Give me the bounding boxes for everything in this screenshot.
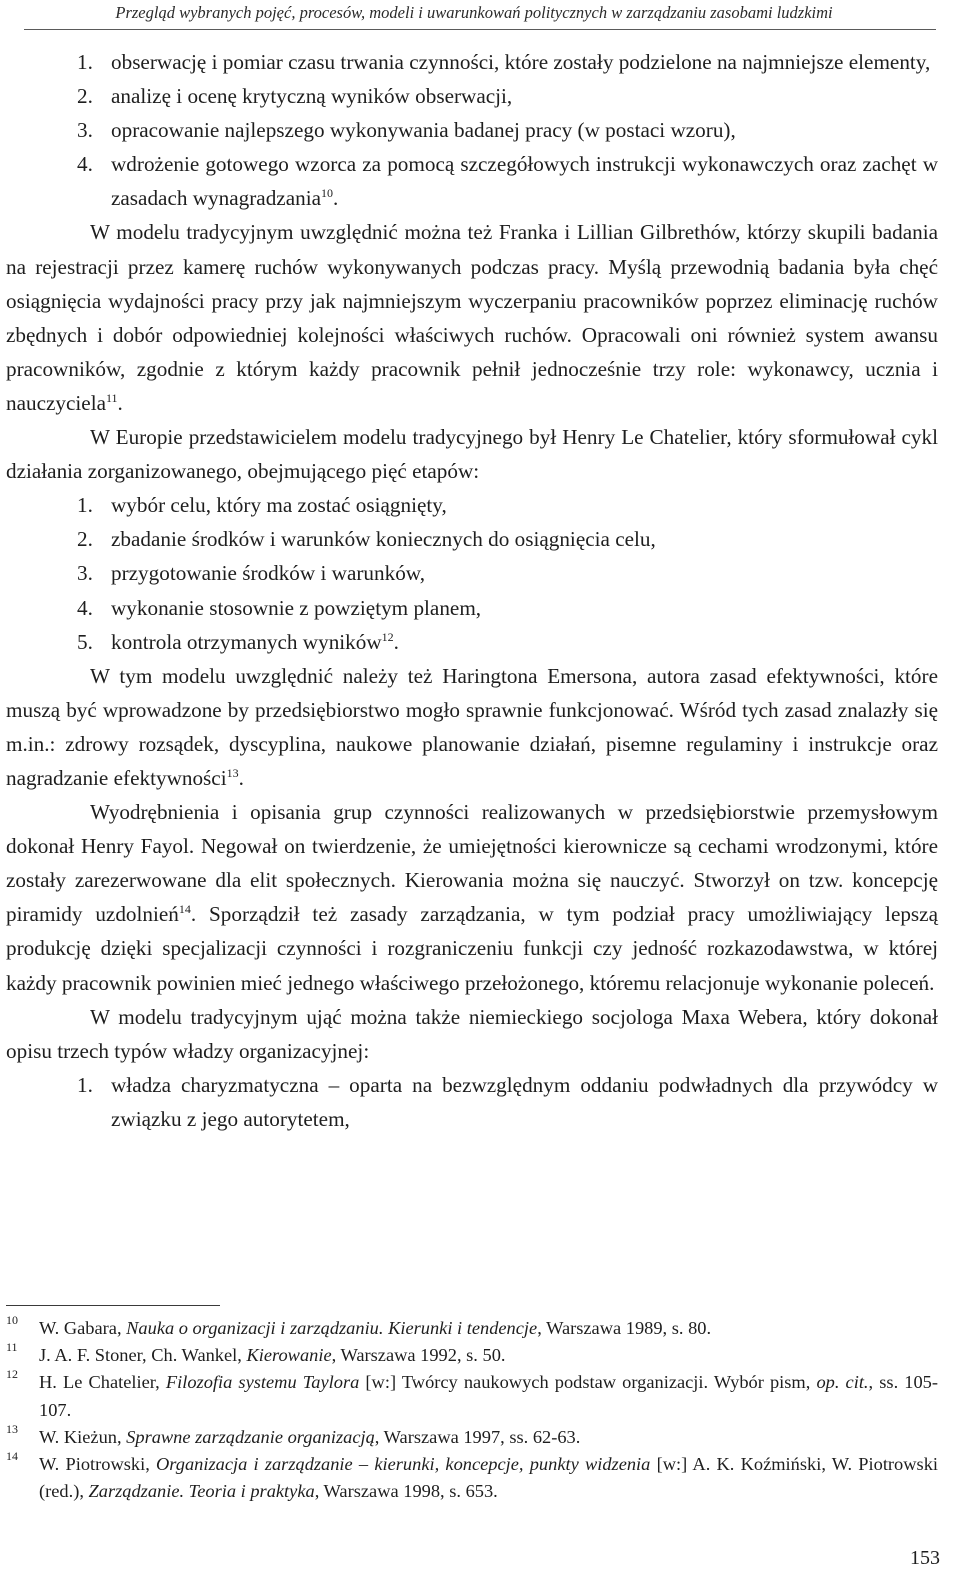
footnote-title: Nauka o organizacji i zarządzaniu. Kierunki i tendencje xyxy=(126,1318,538,1338)
footnote-author: W. Kieżun, xyxy=(39,1426,127,1447)
paragraph-emerson xyxy=(6,659,938,795)
footnote-number: 10 xyxy=(6,1313,18,1327)
footnote xyxy=(6,1369,938,1423)
list-number: 4. xyxy=(77,595,93,620)
list-number: 3. xyxy=(77,118,93,143)
footnote-ref[interactable]: 14 xyxy=(178,902,191,917)
header-rule xyxy=(24,29,936,30)
list-text: wybór celu, który ma zostać osiągnięty, xyxy=(111,493,447,518)
list-text: zbadanie środków i warunków koniecznych do osiągnięcia celu, xyxy=(111,527,656,552)
list-number: 1. xyxy=(77,1072,93,1097)
list-item xyxy=(77,45,938,79)
footnote-number: 13 xyxy=(6,1421,18,1436)
list-item xyxy=(77,113,938,147)
footnote-pages: , ss. 105-107. xyxy=(39,1372,938,1420)
paragraph-tail: . xyxy=(238,765,244,790)
paragraph-text-continued: . Sporządził też zasady zarządzania, w tym podział pracy umożliwiający lepszą produkcję dzięki specjalizacji czynności i rozgraniczeniu funkcji czy jedność rozkazodawstwa, w której każdy pracownik powinien mieć jednego właściwego przełożonego, któremu relacjonuje wykonanie poleceń. xyxy=(6,902,938,995)
footnote-details: [w:] Twórcy naukowych podstaw organizacji. Wybór pism, xyxy=(359,1372,817,1393)
list-item xyxy=(77,591,938,625)
paragraph-gilbreth xyxy=(6,215,938,420)
footnote-ref[interactable]: 11 xyxy=(105,390,118,405)
list-text: obserwację i pomiar czasu trwania czynności, które zostały podzielone na najmniejsze elementy, xyxy=(111,50,931,74)
paragraph-text: Wyodrębnienia i opisania grup czynności realizowanych w przedsiębiorstwie przemysłowym dokonał Henry Fayol. Negował on twierdzenie, że umiejętności kierownicze są cechami wrodzonymi, które zostały zarezerwowane dla elit społecznych. Kierowania można się nauczyć. Stworzył on tzw. koncepcję piramidy uzdolnień xyxy=(6,800,938,927)
footnote-separator xyxy=(6,1305,220,1306)
list-number: 1. xyxy=(77,493,93,518)
footnote-ref[interactable]: 12 xyxy=(381,629,394,644)
running-header xyxy=(0,0,960,28)
footnote-title: Filozofia systemu Taylora xyxy=(165,1372,360,1393)
footnote-author: J. A. F. Stoner, Ch. Wankel, xyxy=(39,1345,247,1366)
footnote xyxy=(6,1451,938,1505)
list-text-tail: . xyxy=(393,629,399,654)
footnote xyxy=(6,1342,938,1369)
footnote-author: W. Gabara, xyxy=(39,1318,127,1338)
list-text: kontrola otrzymanych wyników xyxy=(111,629,382,654)
paragraph-text: W modelu tradycyjnym uwzględnić można też Franka i Lillian Gilbrethów, którzy skupili badania na rejestracji przez kamerę ruchów wykonywanych podczas pracy. Myślą przewodnią badania była chęć osiągnięcia wydajności pracy przy jak najmniejszym wyczerpaniu pracowników poprzez eliminację ruchów zbędnych i dobór odpowiedniej kolejności właściwych ruchów. Opracowali oni również system awansu pracowników, zgodnie z którym każdy pracownik pełnił jednocześnie trzy role: wykonawcy, ucznia i nauczyciela xyxy=(6,220,938,415)
taylor-steps-list xyxy=(6,45,938,215)
footnote-title: Kierowanie xyxy=(246,1345,332,1366)
list-text: analizę i ocenę krytyczną wyników obserwacji, xyxy=(111,84,513,109)
list-item xyxy=(77,522,938,556)
list-text: władza charyzmatyczna – oparta na bezwzględnym oddaniu podwładnych dla przywódcy w związku z jego autorytetem, xyxy=(111,1072,938,1131)
footnote-author: H. Le Chatelier, xyxy=(39,1372,166,1393)
footnote-title: Organizacja i zarządzanie – kierunki, koncepcje, punkty widzenia xyxy=(156,1454,651,1475)
weber-authority-list xyxy=(6,1068,938,1136)
list-number: 4. xyxy=(77,152,93,177)
paragraph-text: W tym modelu uwzględnić należy też Haringtona Emersona, autora zasad efektywności, które muszą być wprowadzone by przedsiębiorstwo mogło sprawnie funkcjonować. Wśród tych zasad znalazły się m.in.: zdrowy rozsądek, dyscyplina, naukowe planowanie działań, pisemne regulaminy i instrukcje oraz nagradzanie efektywności xyxy=(6,663,938,790)
main-text xyxy=(6,45,938,1136)
list-text: wdrożenie gotowego wzorca za pomocą szczegółowych instrukcji wykonawczych oraz zachęt w zasadach wynagradzania xyxy=(111,152,938,211)
footnote-details: , Warszawa 1989, s. 80. xyxy=(537,1318,712,1338)
footnote-number: 12 xyxy=(6,1367,18,1382)
footnote-details: , Warszawa 1992, s. 50. xyxy=(331,1345,506,1366)
list-item xyxy=(77,1068,938,1136)
paragraph-chatelier: W Europie przedstawicielem modelu tradycyjnego był Henry Le Chatelier, który sformułował cykl działania zorganizowanego, obejmującego pięć etapów: xyxy=(6,425,938,484)
paragraph-fayol xyxy=(6,795,938,1000)
footnote-pages: , Warszawa 1998, s. 653. xyxy=(314,1481,498,1502)
list-item xyxy=(77,147,938,215)
paragraph-weber: W modelu tradycyjnym ująć można także niemieckiego socjologa Maxa Webera, który dokonał opisu trzech typów władzy organizacyjnej: xyxy=(6,1004,938,1063)
list-number: 5. xyxy=(77,629,93,654)
footnotes xyxy=(6,1315,938,1505)
list-number: 2. xyxy=(77,84,93,109)
page-number: 153 xyxy=(910,1547,940,1569)
footnote-ref[interactable]: 13 xyxy=(226,765,239,780)
footnote-details: , Warszawa 1997, ss. 62-63. xyxy=(374,1426,581,1447)
footnote-author: W. Piotrowski, xyxy=(39,1454,157,1475)
list-number: 1. xyxy=(77,50,93,74)
footnote xyxy=(6,1315,938,1342)
footnote xyxy=(6,1421,938,1451)
list-item xyxy=(77,79,938,113)
list-number: 3. xyxy=(77,561,93,586)
footnote-title: Sprawne zarządzanie organizacją xyxy=(126,1426,375,1447)
list-item xyxy=(77,488,938,522)
footnote-number: 14 xyxy=(6,1449,18,1464)
list-item xyxy=(77,556,938,590)
list-text: wykonanie stosownie z powziętym planem, xyxy=(111,595,482,620)
paragraph-tail: . xyxy=(117,390,123,415)
list-item xyxy=(77,625,938,659)
list-text: opracowanie najlepszego wykonywania badanej pracy (w postaci wzoru), xyxy=(111,118,736,143)
list-text: przygotowanie środków i warunków, xyxy=(111,561,426,586)
running-header-text: Przegląd wybranych pojęć, procesów, modeli i uwarunkowań politycznych w zarządzaniu zasobami ludzkimi xyxy=(115,3,833,22)
footnote-title-secondary: op. cit. xyxy=(816,1372,869,1393)
footnote-title-secondary: Zarządzanie. Teoria i praktyka xyxy=(88,1481,315,1502)
footnote-details: [w:] A. K. Koźmiński, W. Piotrowski (red.), xyxy=(39,1454,938,1502)
footnote-number: 11 xyxy=(6,1340,18,1355)
chatelier-steps-list xyxy=(6,488,938,658)
list-text-tail: . xyxy=(332,186,339,211)
list-number: 2. xyxy=(77,527,93,552)
footnote-ref[interactable]: 10 xyxy=(320,186,333,201)
